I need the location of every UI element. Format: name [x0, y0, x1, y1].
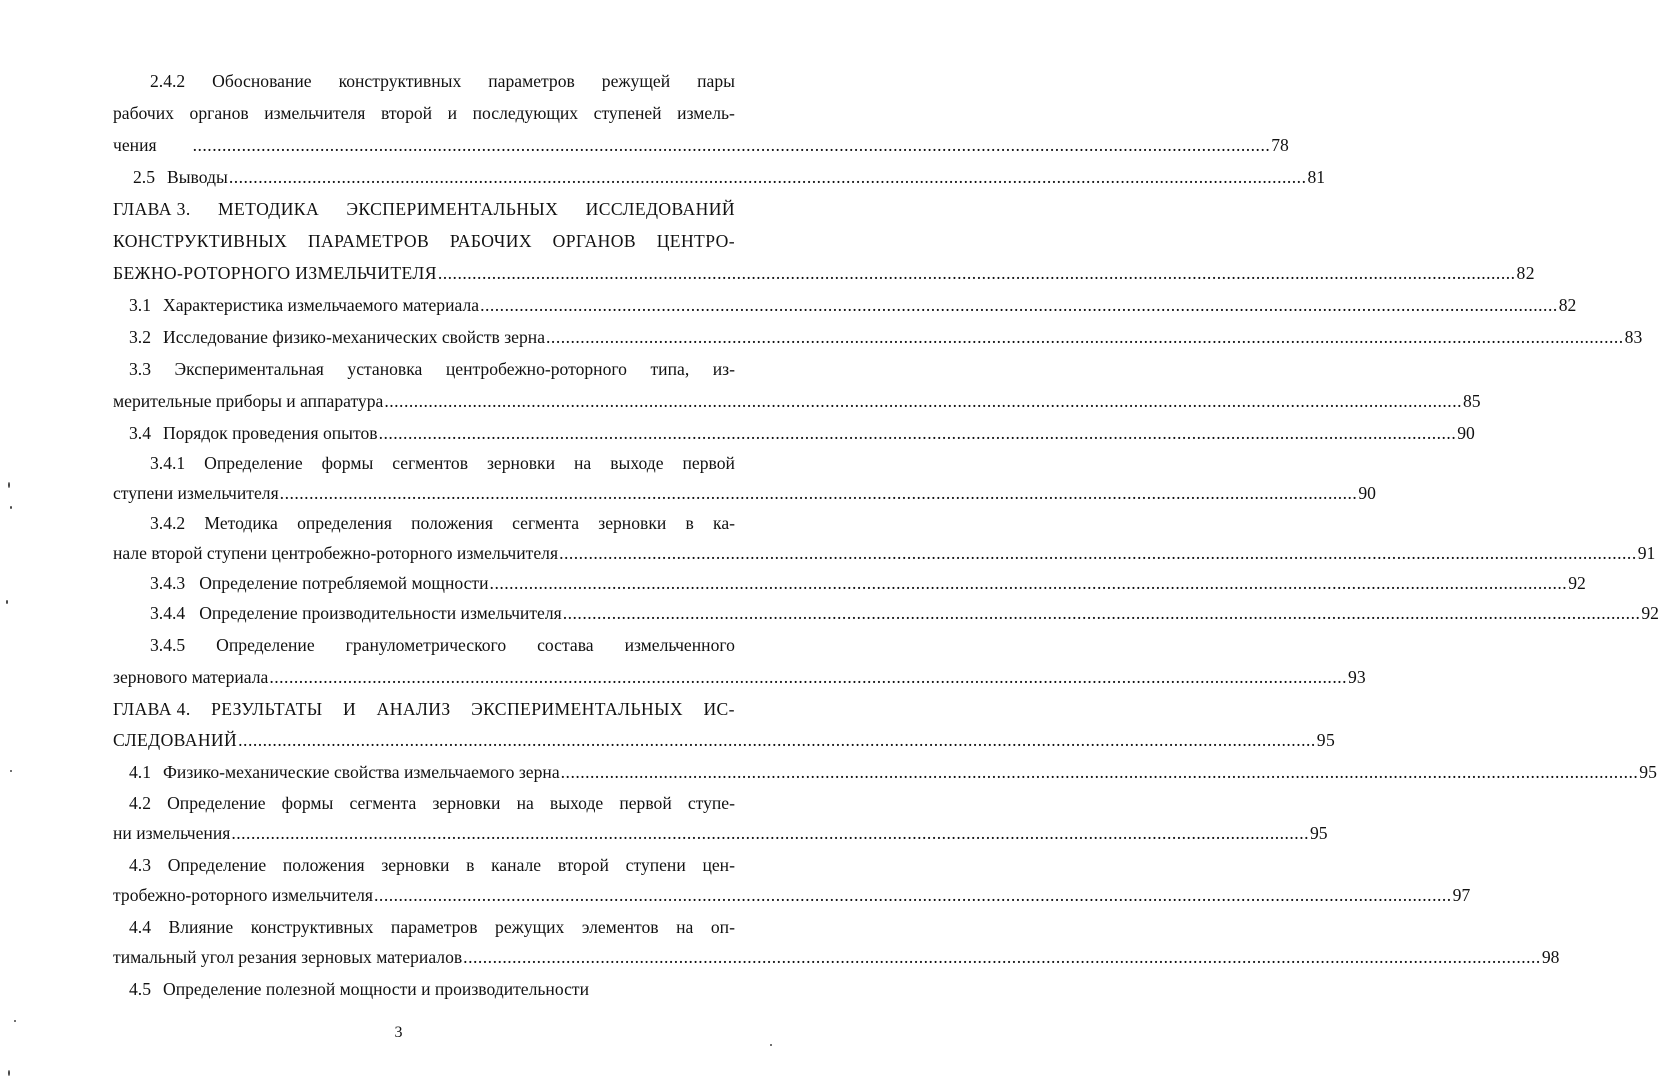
toc-entry-text: нале второй ступени центробежно-роторного измельчителя [113, 543, 559, 563]
toc-entry-text: Определение потребляемой мощности [199, 573, 489, 593]
toc-word: положения [411, 513, 493, 533]
toc-chapter-4-line-2 [113, 725, 1336, 755]
toc-word: ЭКСПЕРИМЕНТАЛЬНЫХ [346, 199, 559, 219]
toc-number: 4.3 [129, 855, 151, 875]
toc-entry-text: Физико-механические свойства измельчаемого зерна [163, 762, 560, 782]
toc-chapter-3-line-1 [113, 194, 735, 224]
toc-entry-text: Порядок проведения опытов [163, 423, 378, 443]
toc-number: 4.5 [129, 979, 151, 999]
scan-speck [8, 1070, 10, 1076]
toc-word: оп- [710, 917, 735, 937]
toc-word: зерновки [381, 855, 450, 875]
toc-number: 3.4.3 [150, 573, 186, 593]
toc-page-number: 78 [1271, 135, 1289, 155]
toc-page-number: 92 [1568, 573, 1586, 593]
toc-entry-text: ни измельчения [113, 823, 231, 843]
toc-entry-3-4-5-line-2 [113, 662, 1366, 692]
toc-word: второй [557, 855, 609, 875]
toc-word: МЕТОДИКА [217, 199, 320, 219]
toc-leader-dots: ............................................................................................................................................................................................................................ [559, 543, 1637, 563]
toc-number: 3.4 [129, 423, 151, 443]
toc-number: 3.2 [129, 327, 151, 347]
toc-entry-text: ступени измельчителя [113, 483, 279, 503]
toc-word: Определение [167, 793, 266, 813]
toc-number: 3.4.4 [150, 603, 186, 623]
toc-word: установка [347, 359, 423, 379]
toc-chapter-3-line-3 [113, 258, 1535, 288]
toc-word: положения [282, 855, 365, 875]
toc-number: 4.2 [129, 793, 151, 813]
toc-page-number: 91 [1637, 543, 1656, 563]
toc-page-number: 83 [1624, 327, 1643, 347]
toc-leader-dots: ............................................................................................................................................................................................................................ [192, 135, 1271, 155]
toc-word: зерновки [598, 513, 667, 533]
toc-page-number: 93 [1348, 667, 1366, 687]
toc-entry-2-4-2-line-2 [113, 98, 735, 128]
toc-number: 3.4.5 [150, 635, 186, 655]
toc-leader-dots: ............................................................................................................................................................................................................................ [269, 667, 1348, 687]
page-number: 3 [394, 1024, 403, 1041]
toc-entry-text: зернового материала [113, 667, 269, 687]
toc-leader-dots: ............................................................................................................................................................................................................................ [437, 263, 1516, 283]
toc-word: и [447, 103, 458, 123]
toc-word: в [466, 855, 475, 875]
toc-entry-4-2-line-1 [129, 788, 735, 818]
toc-page-number: 95 [1316, 730, 1336, 750]
toc-entry-3-1 [129, 290, 1577, 320]
toc-word: конструктивных [250, 917, 374, 937]
toc-leader-dots: ............................................................................................................................................................................................................................ [231, 823, 1309, 843]
toc-entry-3-4-1-line-2 [113, 478, 1376, 508]
toc-word: элементов [581, 917, 659, 937]
toc-word: пары [697, 71, 735, 91]
toc-word: гранулометрического [345, 635, 507, 655]
toc-word: на [676, 917, 694, 937]
toc-page-number: 98 [1541, 947, 1560, 967]
toc-word: последующих [472, 103, 579, 123]
toc-leader-dots: ............................................................................................................................................................................................................................ [480, 295, 1558, 315]
toc-number: 4.4 [129, 917, 151, 937]
toc-page-number: 95 [1639, 762, 1657, 782]
toc-entry-3-4 [129, 418, 1475, 448]
toc-leader-dots: ............................................................................................................................................................................................................................ [560, 762, 1639, 782]
toc-chapter-4-line-1 [113, 694, 735, 724]
toc-word: первой [619, 793, 672, 813]
chapter-label: ГЛАВА 3. [113, 199, 191, 219]
toc-page-number: 97 [1452, 885, 1471, 905]
toc-word: органов [189, 103, 249, 123]
toc-word: И [343, 699, 357, 719]
toc-leader-dots: ............................................................................................................................................................................................................................ [562, 603, 1641, 623]
scan-speck [770, 1044, 772, 1046]
toc-word: формы [281, 793, 334, 813]
toc-entry-3-3-line-1 [129, 354, 735, 384]
chapter-label: ГЛАВА 4. [113, 699, 191, 719]
toc-number: 2.5 [133, 167, 155, 187]
toc-entry-2-4-2-line-3 [113, 130, 1289, 160]
toc-word: ступе- [687, 793, 735, 813]
toc-entry-4-5 [129, 974, 735, 1004]
toc-leader-dots: ............................................................................................................................................................................................................................ [228, 167, 1307, 187]
toc-word: на [516, 793, 534, 813]
toc-page-number: 82 [1558, 295, 1577, 315]
toc-word: ИС- [703, 699, 735, 719]
toc-entry-4-2-line-2 [113, 818, 1328, 848]
toc-word: в [685, 513, 694, 533]
toc-leader-dots: ............................................................................................................................................................................................................................ [384, 391, 1462, 411]
toc-entry-4-3-line-1 [129, 850, 735, 880]
scan-speck [10, 506, 12, 509]
toc-chapter-3-line-2 [113, 226, 735, 256]
toc-word: типа, [650, 359, 690, 379]
toc-word: режущих [495, 917, 565, 937]
toc-entry-text: Выводы [167, 167, 228, 187]
toc-leader-dots: ............................................................................................................................................................................................................................ [378, 423, 1457, 443]
toc-entry-3-4-5-line-1 [150, 630, 735, 660]
toc-entry-text: мерительные приборы и аппаратура [113, 391, 384, 411]
toc-word: ПАРАМЕТРОВ [307, 231, 430, 251]
scan-speck [14, 1020, 16, 1022]
toc-word: сегмента [512, 513, 580, 533]
toc-word: сегмента [349, 793, 417, 813]
toc-page-number: 92 [1641, 603, 1659, 623]
toc-word: рабочих [113, 103, 174, 123]
toc-word: определения [297, 513, 392, 533]
toc-entry-text: тимальный угол резания зерновых материалов [113, 947, 463, 967]
toc-leader-dots: ............................................................................................................................................................................................................................ [489, 573, 1568, 593]
toc-word: Методика [204, 513, 278, 533]
toc-word: РАБОЧИХ [449, 231, 532, 251]
toc-page-number: 90 [1358, 483, 1376, 503]
toc-entry-3-2 [129, 322, 1643, 352]
toc-entry-4-4-line-2 [113, 942, 1560, 972]
toc-word: РЕЗУЛЬТАТЫ [211, 699, 323, 719]
toc-entry-4-3-line-2 [113, 880, 1471, 910]
toc-word: Определение [204, 453, 303, 473]
toc-number: 4.1 [129, 762, 151, 782]
toc-page-number: 95 [1310, 823, 1328, 843]
toc-leader-dots: ............................................................................................................................................................................................................................ [463, 947, 1541, 967]
toc-word: Определение [167, 855, 267, 875]
toc-word: канале [491, 855, 542, 875]
toc-word: состава [537, 635, 594, 655]
toc-entry-text: Исследование физико-механических свойств зерна [163, 327, 546, 347]
toc-page-number: 85 [1463, 391, 1481, 411]
toc-entry-3-3-line-2 [113, 386, 1481, 416]
toc-entry-text: Характеристика измельчаемого материала [163, 295, 480, 315]
scan-speck [6, 600, 8, 604]
toc-leader-dots: ............................................................................................................................................................................................................................ [279, 483, 1358, 503]
toc-word: измельчителя [264, 103, 366, 123]
toc-number: 3.3 [129, 359, 151, 379]
toc-word: зерновки [432, 793, 501, 813]
toc-entry-text: Определение производительности измельчителя [199, 603, 562, 623]
toc-entry-3-4-3 [150, 568, 1586, 598]
toc-entry-3-4-2-line-2 [113, 538, 1656, 568]
toc-word: АНАЛИЗ [376, 699, 451, 719]
toc-word: Влияние [168, 917, 234, 937]
toc-word: измель- [677, 103, 735, 123]
toc-entry-4-4-line-1 [129, 912, 735, 942]
toc-word: выходе [549, 793, 604, 813]
toc-entry-3-4-2-line-1 [150, 508, 735, 538]
toc-word: ИССЛЕДОВАНИЙ [585, 199, 735, 219]
toc-word: ступеней [593, 103, 662, 123]
toc-page-number: 82 [1516, 263, 1535, 283]
toc-word: КОНСТРУКТИВНЫХ [113, 231, 288, 251]
scan-speck [8, 482, 10, 488]
toc-word: ЦЕНТРО- [656, 231, 735, 251]
toc-entry-text: БЕЖНО-РОТОРНОГО ИЗМЕЛЬЧИТЕЛЯ [113, 263, 437, 283]
toc-leader-dots: ............................................................................................................................................................................................................................ [546, 327, 1624, 347]
toc-number: 3.4.1 [150, 453, 186, 473]
toc-word: ЭКСПЕРИМЕНТАЛЬНЫХ [471, 699, 683, 719]
toc-word: зерновки [486, 453, 556, 473]
toc-entry-text: Определение полезной мощности и производительности [163, 979, 589, 999]
toc-word: на [574, 453, 592, 473]
toc-page-number: 90 [1457, 423, 1475, 443]
scan-speck [10, 770, 12, 772]
toc-number: 2.4.2 [150, 71, 186, 91]
toc-leader-dots: ............................................................................................................................................................................................................................ [238, 730, 1316, 750]
toc-word: режущей [601, 71, 671, 91]
toc-entry-text: СЛЕДОВАНИЙ [113, 730, 238, 750]
toc-entry-2-4-2-line-1 [150, 66, 735, 96]
toc-word: Экспериментальная [174, 359, 324, 379]
toc-entry-2-5 [133, 162, 1326, 192]
toc-word: формы [321, 453, 374, 473]
toc-word: параметров [488, 71, 575, 91]
toc-leader-dots: ............................................................................................................................................................................................................................ [374, 885, 1452, 905]
toc-word: конструктивных [338, 71, 462, 91]
toc-word: параметров [390, 917, 478, 937]
toc-word: цен- [702, 855, 735, 875]
toc-word: из- [712, 359, 735, 379]
toc-entry-4-1 [129, 757, 1657, 787]
toc-word: центробежно-роторного [445, 359, 627, 379]
toc-word: второй [380, 103, 433, 123]
toc-word: измельченного [624, 635, 735, 655]
toc-number: 3.4.2 [150, 513, 186, 533]
toc-entry-text: чения [113, 135, 157, 155]
toc-word: первой [682, 453, 735, 473]
toc-entry-text: тробежно-роторного измельчителя [113, 885, 374, 905]
toc-number: 3.1 [129, 295, 151, 315]
toc-word: Определение [216, 635, 315, 655]
toc-word: сегментов [392, 453, 469, 473]
toc-word: ка- [713, 513, 735, 533]
toc-entry-3-4-1-line-1 [150, 448, 735, 478]
toc-word: ступени [625, 855, 686, 875]
toc-word: Обоснование [212, 71, 312, 91]
toc-page-number: 81 [1307, 167, 1326, 187]
toc-entry-3-4-4 [150, 598, 1659, 628]
toc-word: выходе [610, 453, 664, 473]
toc-word: ОРГАНОВ [552, 231, 637, 251]
